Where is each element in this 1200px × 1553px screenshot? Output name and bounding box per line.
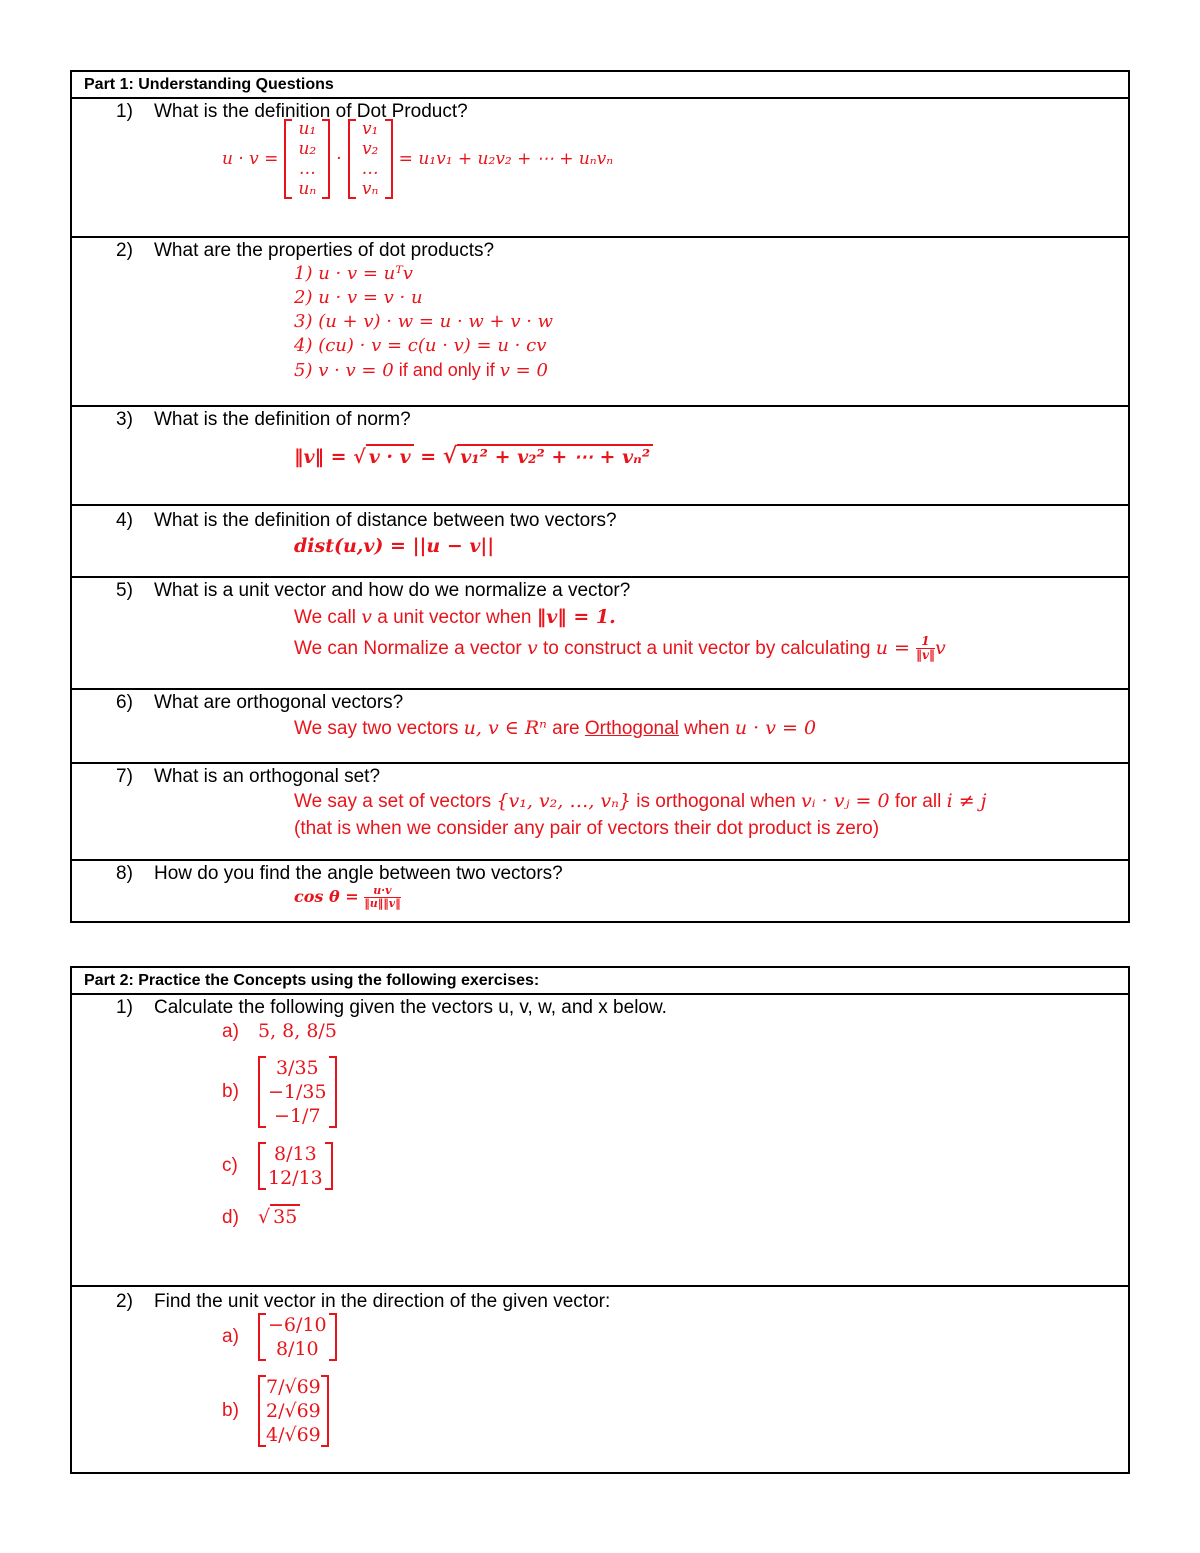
vector-entry: 7/√69	[266, 1376, 321, 1398]
p2-cell	[71, 1286, 1129, 1473]
q6-cell	[71, 689, 1129, 763]
q5-number: 5)	[116, 580, 133, 601]
q5-question	[72, 580, 1128, 602]
p2-answer-b: b) 7/√69 2/√69 4/√69	[222, 1375, 1128, 1447]
q6-number: 6)	[116, 692, 133, 713]
b-unit-vector	[258, 1375, 329, 1447]
vector-entry: −1/7	[274, 1105, 321, 1127]
dot-lhs: u · v =	[222, 149, 279, 169]
property-item: 4) (cu) · v = c(u · v) = u · cv	[294, 335, 547, 356]
part1-title: Part 1: Understanding Questions	[71, 71, 1129, 98]
p2-answer-a: a) −6/10 8/10	[222, 1313, 1128, 1361]
q7-number: 7)	[116, 766, 133, 787]
v-entry: vₙ	[361, 179, 379, 199]
q1-cell	[71, 98, 1129, 237]
q1-question	[72, 101, 1128, 123]
q7-text: What is an orthogonal set?	[154, 766, 381, 787]
q3-text: What is the definition of norm?	[154, 409, 411, 430]
q6-question	[72, 692, 1128, 714]
p2-number: 2)	[116, 1291, 133, 1312]
q3-cell	[71, 406, 1129, 505]
vector-entry: 4/√69	[266, 1424, 321, 1446]
p1-answers	[154, 1019, 1128, 1229]
distance-formula: dist(u,v) = ||u − v||	[294, 535, 495, 557]
q7-cell	[71, 763, 1129, 860]
vector-entry: 8/13	[274, 1143, 317, 1165]
dot-symbol: ·	[336, 149, 342, 169]
q2-question	[72, 240, 1128, 262]
q3-number: 3)	[116, 409, 133, 430]
unit-vector-answer	[294, 602, 1128, 664]
p1-answer-a: a) 5, 8, 8/5	[222, 1020, 337, 1042]
q6-text: What are orthogonal vectors?	[154, 692, 404, 713]
c-column-vector	[258, 1142, 333, 1190]
u-entry: …	[298, 159, 316, 179]
q5-cell	[71, 577, 1129, 689]
q2-text: What are the properties of dot products?	[154, 240, 495, 261]
property-item: 3) (u + v) · w = u · w + v · w	[294, 311, 554, 332]
b-column-vector	[258, 1056, 337, 1128]
q7-question	[72, 766, 1128, 788]
v-column-vector	[348, 119, 393, 199]
u-entry: uₙ	[298, 179, 317, 199]
unit-vector-line: We call v a unit vector when ‖v‖ = 1.	[294, 606, 616, 628]
q4-question	[72, 510, 1128, 532]
p2-answers	[154, 1313, 1128, 1447]
normalize-line: We can Normalize a vector v to construct a unit vector by calculating u = $\frac{1}{‖v‖}$ v	[294, 634, 946, 663]
p2-question	[72, 1291, 1128, 1313]
part2-table	[70, 966, 1130, 1474]
p1-answer-c: c) 8/13 12/13	[222, 1142, 1128, 1190]
property-item: 2) u · v = v · u	[294, 287, 423, 308]
v-entry: v₁	[361, 119, 379, 139]
vector-entry: 3/35	[275, 1057, 319, 1079]
part1-table	[70, 70, 1130, 923]
u-entry: u₁	[298, 119, 317, 139]
p1-number: 1)	[116, 997, 133, 1018]
v-entry: …	[361, 159, 379, 179]
q5-text: What is a unit vector and how do we normalize a vector?	[154, 580, 631, 601]
vector-entry: 8/10	[275, 1338, 319, 1360]
a-unit-vector	[258, 1313, 337, 1361]
u-entry: u₂	[298, 139, 317, 159]
q8-question	[72, 863, 1128, 885]
q4-text: What is the definition of distance between two vectors?	[154, 510, 617, 531]
q2-number: 2)	[116, 240, 133, 261]
q8-number: 8)	[116, 863, 133, 884]
part2-title: Part 2: Practice the Concepts using the following exercises:	[71, 967, 1129, 994]
p2-text: Find the unit vector in the direction of the given vector:	[154, 1291, 611, 1312]
p1-question	[72, 997, 1128, 1019]
dot-product-formula	[222, 119, 1128, 199]
p1-answer-b: b) 3/35 −1/35 −1/7	[222, 1056, 1128, 1128]
u-column-vector	[284, 119, 330, 199]
q1-number: 1)	[116, 101, 133, 122]
normalize-fraction: $\frac{1}{‖v‖}$	[915, 634, 935, 663]
orthogonal-set-note: (that is when we consider any pair of vectors their dot product is zero)	[294, 818, 880, 839]
orthogonal-answer: We say two vectors u, v ∈ Rⁿ are Orthogonal when u · v = 0	[294, 717, 817, 739]
q1-text: What is the definition of Dot Product?	[154, 101, 468, 122]
q4-cell	[71, 505, 1129, 577]
v-entry: v₂	[361, 139, 379, 159]
p1-cell	[71, 994, 1129, 1286]
properties-list	[294, 262, 1128, 383]
q8-cell	[71, 860, 1129, 922]
q4-number: 4)	[116, 510, 133, 531]
property-item: 1) u · v = uᵀv	[294, 263, 413, 284]
vector-entry: 2/√69	[266, 1400, 321, 1422]
vector-entry: −1/35	[268, 1081, 327, 1103]
orthogonal-set-answer: We say a set of vectors {v₁, v₂, …, vₙ} is orthogonal when vᵢ · vⱼ = 0 for all i ≠ j (that is when we consider any pair of vectors their dot product is zero)	[294, 788, 1128, 842]
p1-answer-d: d) √ 35	[222, 1204, 1128, 1229]
q8-text: How do you find the angle between two vectors?	[154, 863, 563, 884]
norm-formula: ‖v‖ = √ v · v = √ v₁² + v₂² + ⋯ + vₙ²	[294, 443, 1128, 469]
angle-formula: cos θ = $\frac{u\cdot v}{‖u‖‖v‖}$	[294, 884, 401, 910]
vector-entry: −6/10	[268, 1314, 327, 1336]
q3-question	[72, 409, 1128, 431]
dot-rhs: = u₁v₁ + u₂v₂ + ⋯ + uₙvₙ	[398, 149, 614, 169]
vector-entry: 12/13	[268, 1167, 323, 1189]
angle-fraction: $\frac{u\cdot v}{‖u‖‖v‖}$	[364, 884, 401, 910]
property-item: 5) v · v = 0 if and only if v = 0	[294, 360, 548, 381]
q2-cell	[71, 237, 1129, 406]
p1-text: Calculate the following given the vectors u, v, w, and x below.	[154, 997, 667, 1018]
